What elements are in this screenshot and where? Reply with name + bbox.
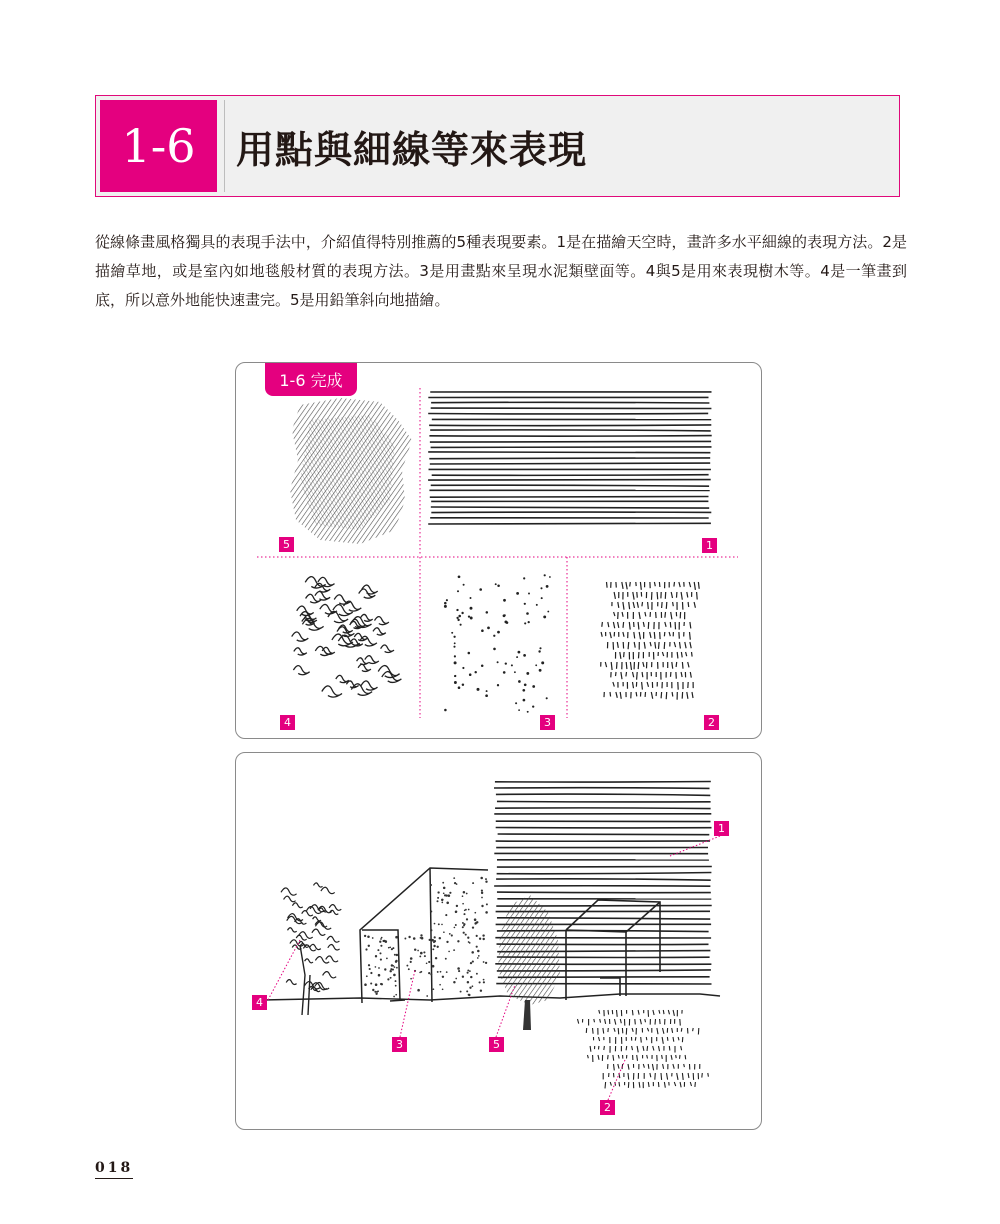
section-title: 用點與細線等來表現 (236, 126, 588, 172)
intro-paragraph: 從線條畫風格獨具的表現手法中，介紹值得特別推薦的5種表現要素。1是在描繪天空時，畫許多水平細線的表現方法。2是描繪草地，或是室內如地毯般材質的表現方法。3是用畫點來呈現水泥類壁面等。4與5是用來表現樹木等。4是一筆畫到底，所以意外地能快速畫完。5是用鉛筆斜向地描繪。 (95, 233, 907, 309)
leader-lines (268, 836, 720, 1100)
sample-2-grass-strokes (601, 582, 700, 700)
scene-badge-3: 3 (392, 1037, 407, 1052)
scene-grass-strokes (578, 1010, 709, 1088)
badge-5: 5 (279, 537, 294, 552)
sample-4-leaf-scribble (292, 577, 402, 697)
scene-badge-4: 4 (252, 995, 267, 1010)
scene-tree-scribble-trunk (300, 945, 310, 1015)
scene-tree-scribble (281, 883, 341, 992)
scene-box-building (566, 900, 660, 1000)
scene-badge-5: 5 (489, 1037, 504, 1052)
scene-badge-1: 1 (714, 821, 729, 836)
scene-tree-pencil (498, 895, 560, 1030)
scene-ground-line (262, 994, 720, 1000)
sample-3-dots (444, 574, 551, 713)
section-number: 1-6 (100, 100, 217, 192)
badge-4: 4 (280, 715, 295, 730)
scene-badge-2: 2 (600, 1100, 615, 1115)
badge-2: 2 (704, 715, 719, 730)
page-number: 018 (95, 1160, 133, 1179)
panel-tag: 1-6 完成 (265, 363, 357, 396)
sample-1-horizontal-lines (428, 392, 712, 524)
badge-3: 3 (540, 715, 555, 730)
sample-5-pencil-shading (290, 398, 412, 544)
badge-1: 1 (702, 538, 717, 553)
